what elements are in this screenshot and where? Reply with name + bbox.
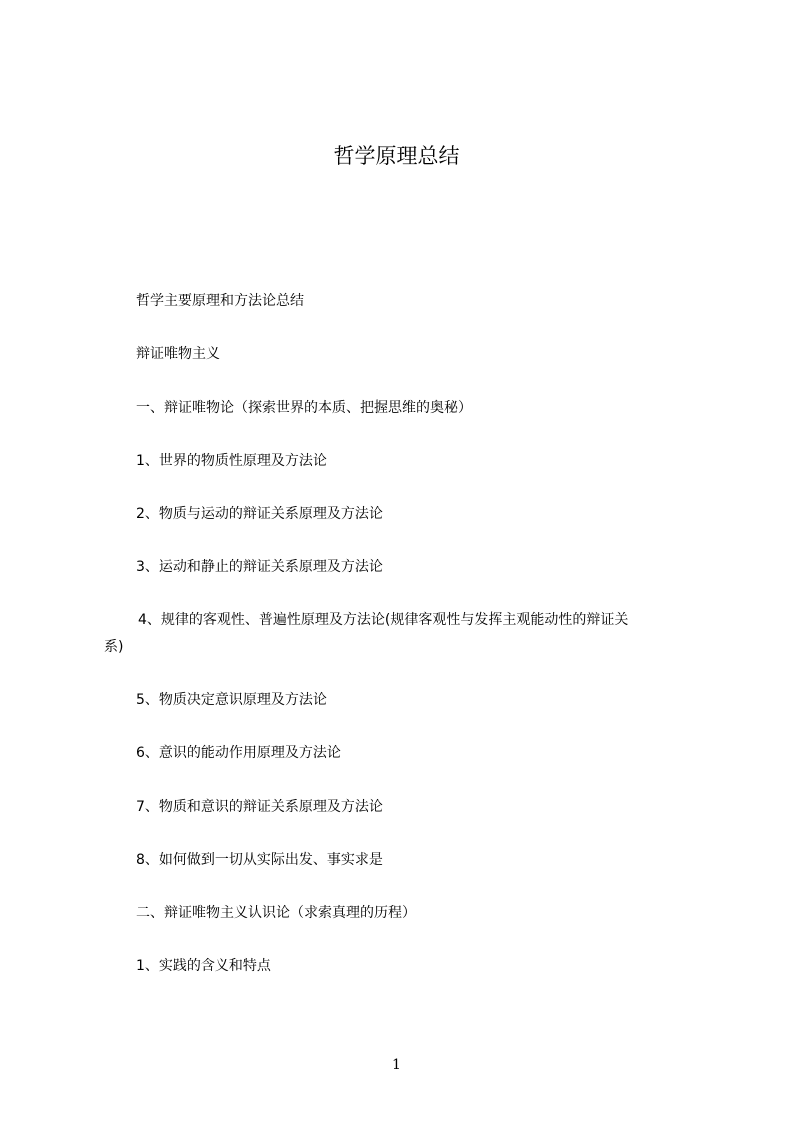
list-item: 5、物质决定意识原理及方法论 — [136, 692, 327, 708]
list-item: 7、物质和意识的辩证关系原理及方法论 — [136, 799, 383, 815]
page-number: 1 — [392, 1057, 401, 1073]
list-item: 2、物质与运动的辩证关系原理及方法论 — [136, 506, 383, 522]
paragraph-line: 辩证唯物主义 — [136, 346, 220, 362]
section-heading: 一、辩证唯物论（探索世界的本质、把握思维的奥秘） — [136, 400, 472, 416]
list-item: 1、世界的物质性原理及方法论 — [136, 453, 327, 469]
paragraph-line: 哲学主要原理和方法论总结 — [136, 293, 304, 309]
section-heading: 二、辩证唯物主义认识论（求索真理的历程） — [136, 905, 416, 921]
list-item: 1、实践的含义和特点 — [136, 958, 271, 974]
list-item: 4、规律的客观性、普遍性原理及方法论(规律客观性与发挥主观能动性的辩证关 — [138, 612, 629, 628]
list-item: 3、运动和静止的辩证关系原理及方法论 — [136, 559, 383, 575]
list-item: 6、意识的能动作用原理及方法论 — [136, 745, 341, 761]
document-title: 哲学原理总结 — [333, 144, 460, 168]
list-item: 8、如何做到一切从实际出发、事实求是 — [136, 852, 383, 868]
list-item-continuation: 系) — [104, 639, 124, 655]
